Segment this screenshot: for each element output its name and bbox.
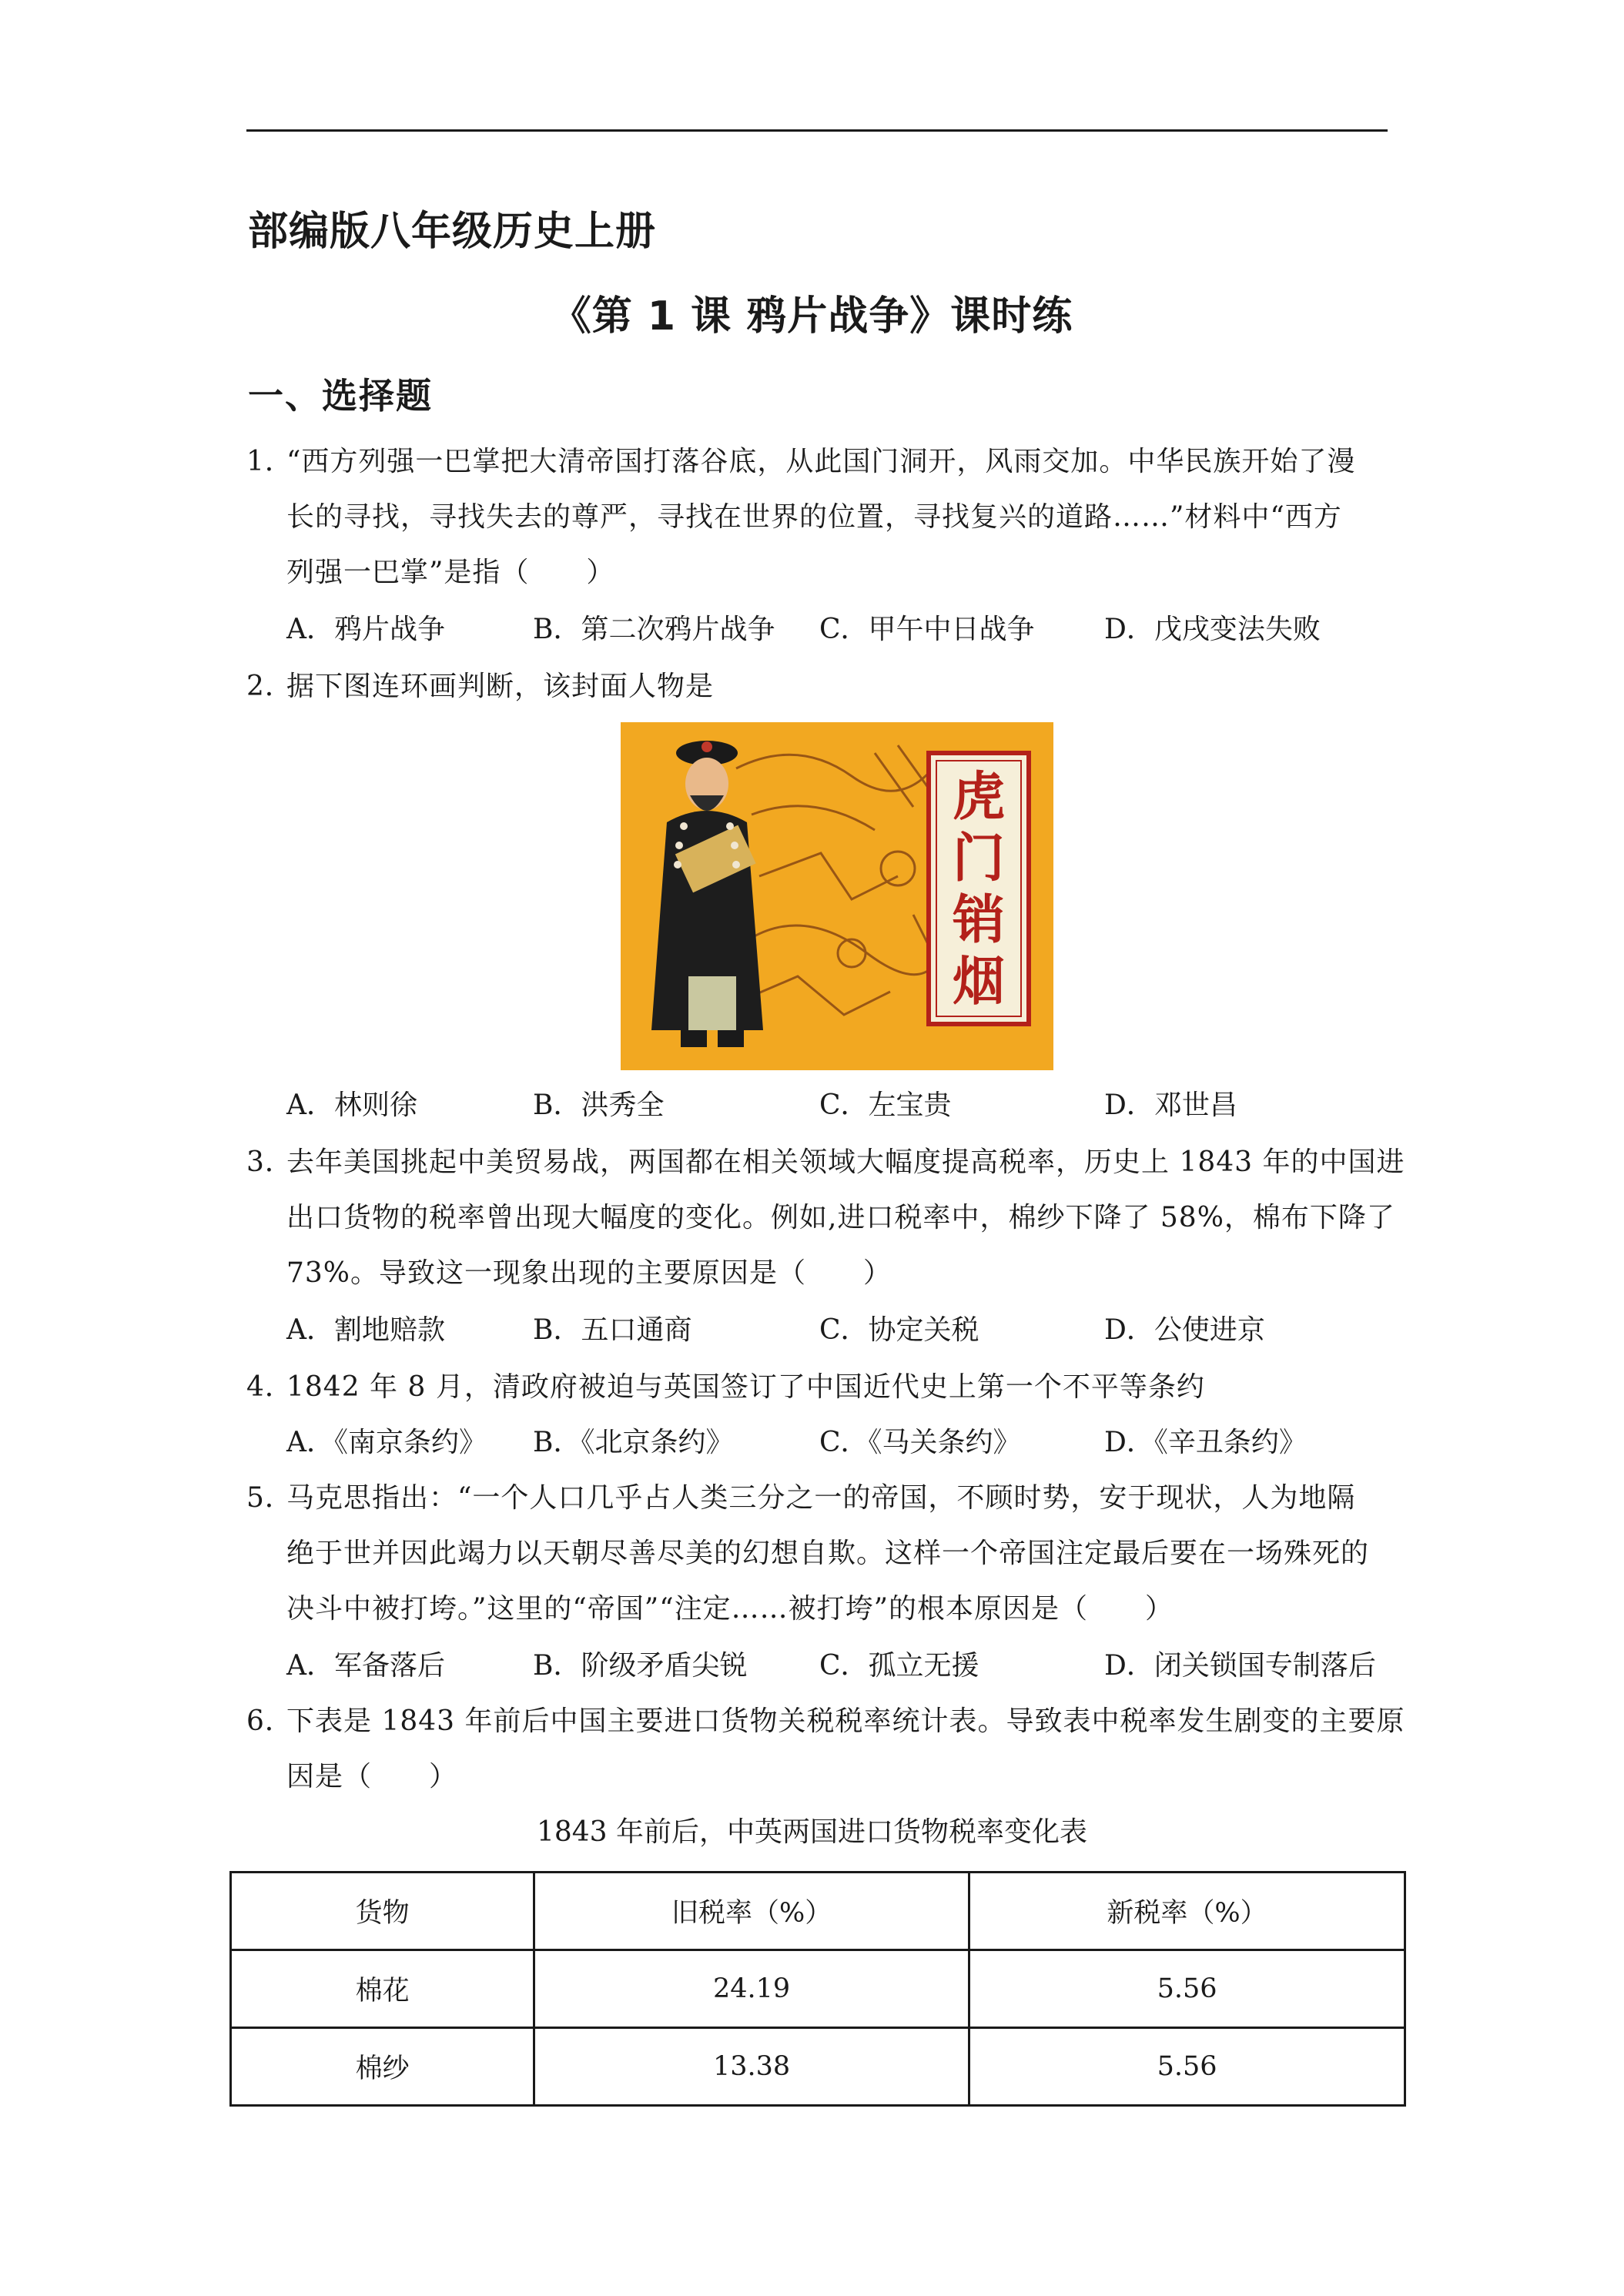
table-row xyxy=(231,1950,1405,2028)
q1-option-c[interactable]: C．甲午中日战争 xyxy=(819,614,1035,645)
question-6-text: 下表是 1843 年前后中国主要进口货物关税税率统计表。导致表中税率发生剧变的主要原 xyxy=(286,1705,1405,1737)
svg-text:销: 销 xyxy=(952,890,1006,951)
section-heading: 一、选择题 xyxy=(248,375,433,417)
question-6-text: 因是（ ） xyxy=(286,1761,458,1792)
q3-option-b[interactable]: B．五口通商 xyxy=(533,1314,692,1346)
q2-option-b[interactable]: B．洪秀全 xyxy=(533,1089,665,1121)
q4-option-a[interactable]: A．《南京条约》 xyxy=(286,1427,487,1458)
table-row xyxy=(231,2028,1405,2106)
table-cell: 13.38 xyxy=(534,2028,969,2106)
q4-option-d[interactable]: D．《辛丑条约》 xyxy=(1104,1427,1307,1458)
question-4-text: 1842 年 8 月，清政府被迫与英国签订了中国近代史上第一个不平等条约 xyxy=(286,1371,1205,1403)
header-cell-new-rate: 新税率（%） xyxy=(969,1873,1405,1950)
q1-option-a[interactable]: A．鸦片战争 xyxy=(286,614,445,645)
question-3-text: 出口货物的税率曾出现大幅度的变化。例如,进口税率中，棉纱下降了 58%，棉布下降了 xyxy=(286,1202,1395,1233)
q5-option-c[interactable]: C．孤立无援 xyxy=(819,1650,979,1682)
table-cell: 5.56 xyxy=(969,2028,1405,2106)
q4-option-b[interactable]: B．《北京条约》 xyxy=(533,1427,734,1458)
comic-cover-image xyxy=(621,722,1053,1070)
q5-option-d[interactable]: D．闭关锁国专制落后 xyxy=(1104,1650,1376,1682)
tax-rate-table xyxy=(229,1871,1406,2107)
header-cell-goods: 货物 xyxy=(231,1873,534,1950)
title-seal xyxy=(929,753,1029,1024)
question-5-text: 绝于世并因此竭力以天朝尽善尽美的幻想自欺。这样一个帝国注定最后要在一场殊死的 xyxy=(286,1538,1370,1569)
question-3-text: 去年美国挑起中美贸易战，两国都在相关领域大幅度提高税率，历史上 1843 年的中国进 xyxy=(286,1146,1405,1178)
q2-option-c[interactable]: C．左宝贵 xyxy=(819,1089,952,1121)
q1-option-d[interactable]: D．戊戌变法失败 xyxy=(1104,614,1321,645)
question-3-number: 3． xyxy=(246,1146,293,1178)
question-5-text: 决斗中被打垮。”这里的“帝国”“注定……被打垮”的根本原因是（ ） xyxy=(286,1593,1174,1625)
q3-option-c[interactable]: C．协定关税 xyxy=(819,1314,979,1346)
q3-option-d[interactable]: D．公使进京 xyxy=(1104,1314,1265,1346)
question-1-number: 1． xyxy=(246,446,293,477)
q2-option-d[interactable]: D．邓世昌 xyxy=(1104,1089,1237,1121)
q4-option-c[interactable]: C．《马关条约》 xyxy=(819,1427,1021,1458)
q2-option-a[interactable]: A．林则徐 xyxy=(286,1089,417,1121)
q5-option-b[interactable]: B．阶级矛盾尖锐 xyxy=(533,1650,748,1682)
q1-option-b[interactable]: B．第二次鸦片战争 xyxy=(533,614,775,645)
lesson-title: 《第 1 课 鸦片战争》课时练 xyxy=(551,293,1073,340)
question-1-text: “西方列强一巴掌把大清帝国打落谷底，从此国门洞开，风雨交加。中华民族开始了漫 xyxy=(286,446,1356,477)
question-5-number: 5． xyxy=(246,1482,293,1514)
table-cell: 棉纱 xyxy=(231,2028,534,2106)
q3-option-a[interactable]: A．割地赔款 xyxy=(286,1314,445,1346)
q5-option-a[interactable]: A．军备落后 xyxy=(286,1650,445,1682)
table-cell: 24.19 xyxy=(534,1950,969,2028)
header-rule xyxy=(246,129,1388,132)
table-caption: 1843 年前后，中英两国进口货物税率变化表 xyxy=(536,1816,1088,1848)
svg-text:烟: 烟 xyxy=(952,952,1006,1012)
question-6-number: 6． xyxy=(246,1705,293,1737)
question-4-number: 4． xyxy=(246,1371,293,1403)
question-2-number: 2． xyxy=(246,671,293,702)
header-cell-old-rate: 旧税率（%） xyxy=(534,1873,969,1950)
question-2-text: 据下图连环画判断，该封面人物是 xyxy=(286,671,715,702)
question-3-text: 73%。导致这一现象出现的主要原因是（ ） xyxy=(286,1257,892,1289)
svg-text:虎: 虎 xyxy=(952,767,1006,828)
svg-text:门: 门 xyxy=(952,828,1006,889)
table-cell: 棉花 xyxy=(231,1950,534,2028)
question-1-text: 长的寻找，寻找失去的尊严，寻找在世界的位置，寻找复兴的道路……”材料中“西方 xyxy=(286,501,1342,533)
question-5-text: 马克思指出：“一个人口几乎占人类三分之一的帝国，不顾时势，安于现状，人为地隔 xyxy=(286,1482,1356,1514)
table-cell: 5.56 xyxy=(969,1950,1405,2028)
question-1-text: 列强一巴掌”是指（ ） xyxy=(286,557,615,588)
table-header-row xyxy=(231,1873,1405,1950)
book-title: 部编版八年级历史上册 xyxy=(248,209,657,255)
